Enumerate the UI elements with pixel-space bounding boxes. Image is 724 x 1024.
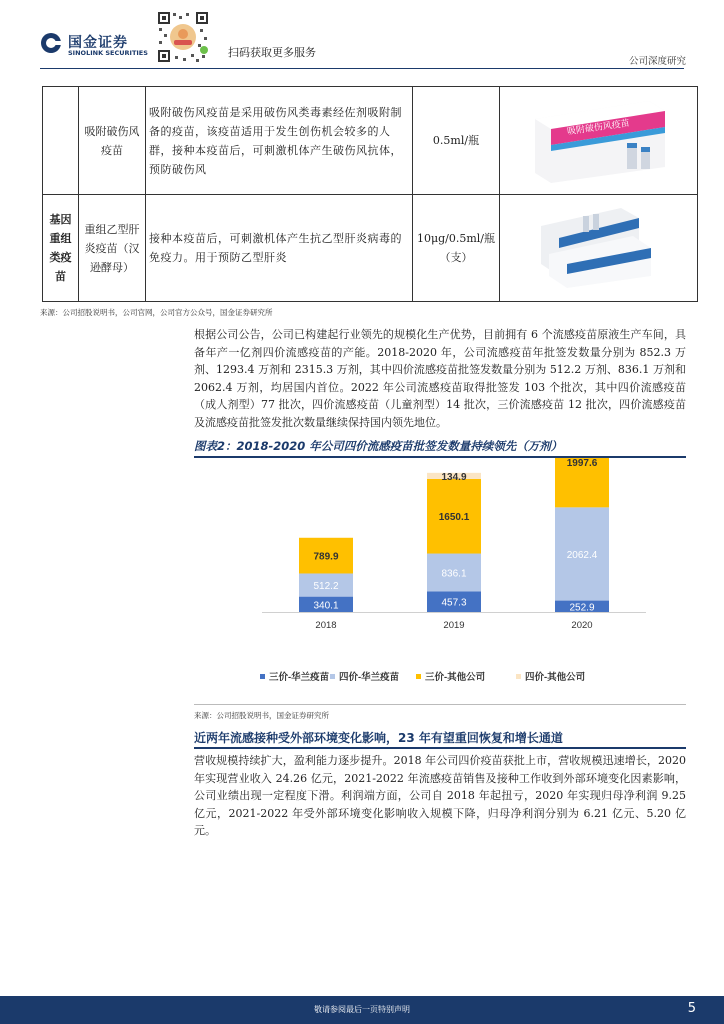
x-tick-label: 2020 (571, 620, 593, 631)
logo-mark-icon (40, 32, 62, 54)
table-row (43, 195, 698, 302)
legend-label: 三价-华兰疫苗 (269, 672, 330, 683)
qr-code-icon[interactable] (156, 10, 210, 64)
paragraph-capacity: 根据公司公告，公司已构建起行业领先的规模化生产优势，目前拥有 6 个流感疫苗原液生产车间，具备年产一亿剂四价流感疫苗的产能。2018-2020 年，公司流感疫苗年批签发数量分别为 852.3 万剂、1293.4 万剂和 2315.3 万剂，其中四价流感疫苗批签发数量分别为 512.2 万剂、836.1 万剂和 2062.4 万剂，均居国内首位。2022 年公司流感疫苗取得批签发 103 个批次，其中四价流感疫苗（成人剂型）77 批次，四价流感疫苗（儿童剂型）14 批次，三价流感疫苗 12 批次，四价流感疫苗及流感疫苗批签发批次数量继续保持国内领先地位。 (194, 328, 686, 429)
page-footer (0, 996, 724, 1024)
tetanus-vaccine-box-label: 吸附破伤风疫苗 (566, 118, 630, 137)
legend-swatch (330, 674, 335, 679)
tetanus-vaccine-box-image (529, 97, 669, 185)
legend-label: 四价-其他公司 (525, 672, 586, 683)
legend-label: 三价-其他公司 (425, 672, 486, 683)
data-label-2018-series-3: 789.9 (313, 551, 339, 563)
data-label-2019-series-4: 134.9 (441, 471, 467, 483)
vaccine-image-cell (500, 195, 698, 302)
data-label-2018-series-2: 512.2 (313, 581, 339, 593)
stacked-bar-chart (194, 458, 686, 704)
data-label-2020-series-1: 252.9 (569, 602, 595, 614)
data-label-2019-series-1: 457.3 (441, 597, 467, 609)
section-title: 近两年流感接种受外部环境变化影响，23 年有望重回恢复和增长通道 (194, 731, 563, 745)
data-label-2018-series-1: 340.1 (313, 600, 339, 612)
data-label-2019-series-2: 836.1 (441, 568, 467, 580)
chart-area (194, 458, 686, 705)
vaccine-desc-cell: 接种本疫苗后，可刺激机体产生抗乙型肝炎病毒的免疫力。用于预防乙型肝炎 (146, 195, 413, 302)
vaccine-desc-cell: 吸附破伤风疫苗是采用破伤风类毒素经佐剂吸附制备的疫苗，该疫苗适用于发生创伤机会较多的人群，接种本疫苗后，可刺激机体产生破伤风抗体，预防破伤风 (146, 87, 413, 195)
data-label-2019-series-3: 1650.1 (438, 512, 470, 524)
table-source: 来源：公司招股说明书，公司官网，公司官方公众号，国金证券研究所 (40, 308, 273, 317)
legend-label: 四价-华兰疫苗 (339, 672, 400, 683)
legend-swatch (416, 674, 421, 679)
vaccine-table (42, 86, 698, 302)
paragraph-revenue: 营收规模持续扩大，盈利能力逐步提升。2018 年公司四价疫苗获批上市，营收规模迅速增长，2020 年实现营业收入 24.26 亿元，2021-2022 年流感疫苗销售及接种工作收到外部环境变化因素影响，公司业绩出现一定程度下滑。利润端方面，公司自 2018 年起扭亏，2020 年实现归母净利润 9.25 亿元，2021-2022 年受外部环境变化影响收入规模下降，归母净利润分别为 6.21 亿元、5.20 亿元。 (194, 754, 686, 837)
logo-en-text: SINOLINK SECURITIES (68, 49, 148, 57)
header-divider (40, 68, 684, 69)
data-label-2020-series-2: 2062.4 (566, 549, 598, 561)
hepatitis-b-vaccine-box-image (539, 206, 659, 290)
x-tick-label: 2019 (443, 620, 465, 631)
vaccine-spec-cell: 0.5ml/瓶 (413, 87, 500, 195)
vaccine-name-cell: 吸附破伤风疫苗 (79, 87, 146, 195)
footer-disclaimer[interactable]: 敬请参阅最后一页特别声明 (314, 1005, 410, 1014)
scan-service-text: 扫码获取更多服务 (228, 46, 316, 59)
legend-swatch (516, 674, 521, 679)
section-title-bar (194, 727, 686, 749)
vaccine-image-cell (500, 87, 698, 195)
logo-cn-text: 国金证券 (68, 35, 128, 51)
category-cell: 基因重组类疫苗 (43, 195, 79, 302)
page-number: 5 (687, 1001, 696, 1016)
figure-title: 图表2：2018-2020 年公司四价流感疫苗批签发数量持续领先（万剂） (194, 439, 563, 453)
company-logo (40, 30, 150, 60)
table-row (43, 87, 698, 195)
vaccine-name-cell: 重组乙型肝炎疫苗（汉逊酵母） (79, 195, 146, 302)
figure-source: 来源：公司招股说明书，国金证券研究所 (194, 711, 329, 720)
report-type-label: 公司深度研究 (628, 56, 686, 67)
vaccine-spec-cell: 10μg/0.5ml/瓶（支） (413, 195, 500, 302)
legend-swatch (260, 674, 265, 679)
category-cell (43, 87, 79, 195)
x-tick-label: 2018 (315, 620, 337, 631)
figure-title-bar (194, 436, 686, 458)
data-label-2020-series-3: 1997.6 (566, 458, 598, 470)
